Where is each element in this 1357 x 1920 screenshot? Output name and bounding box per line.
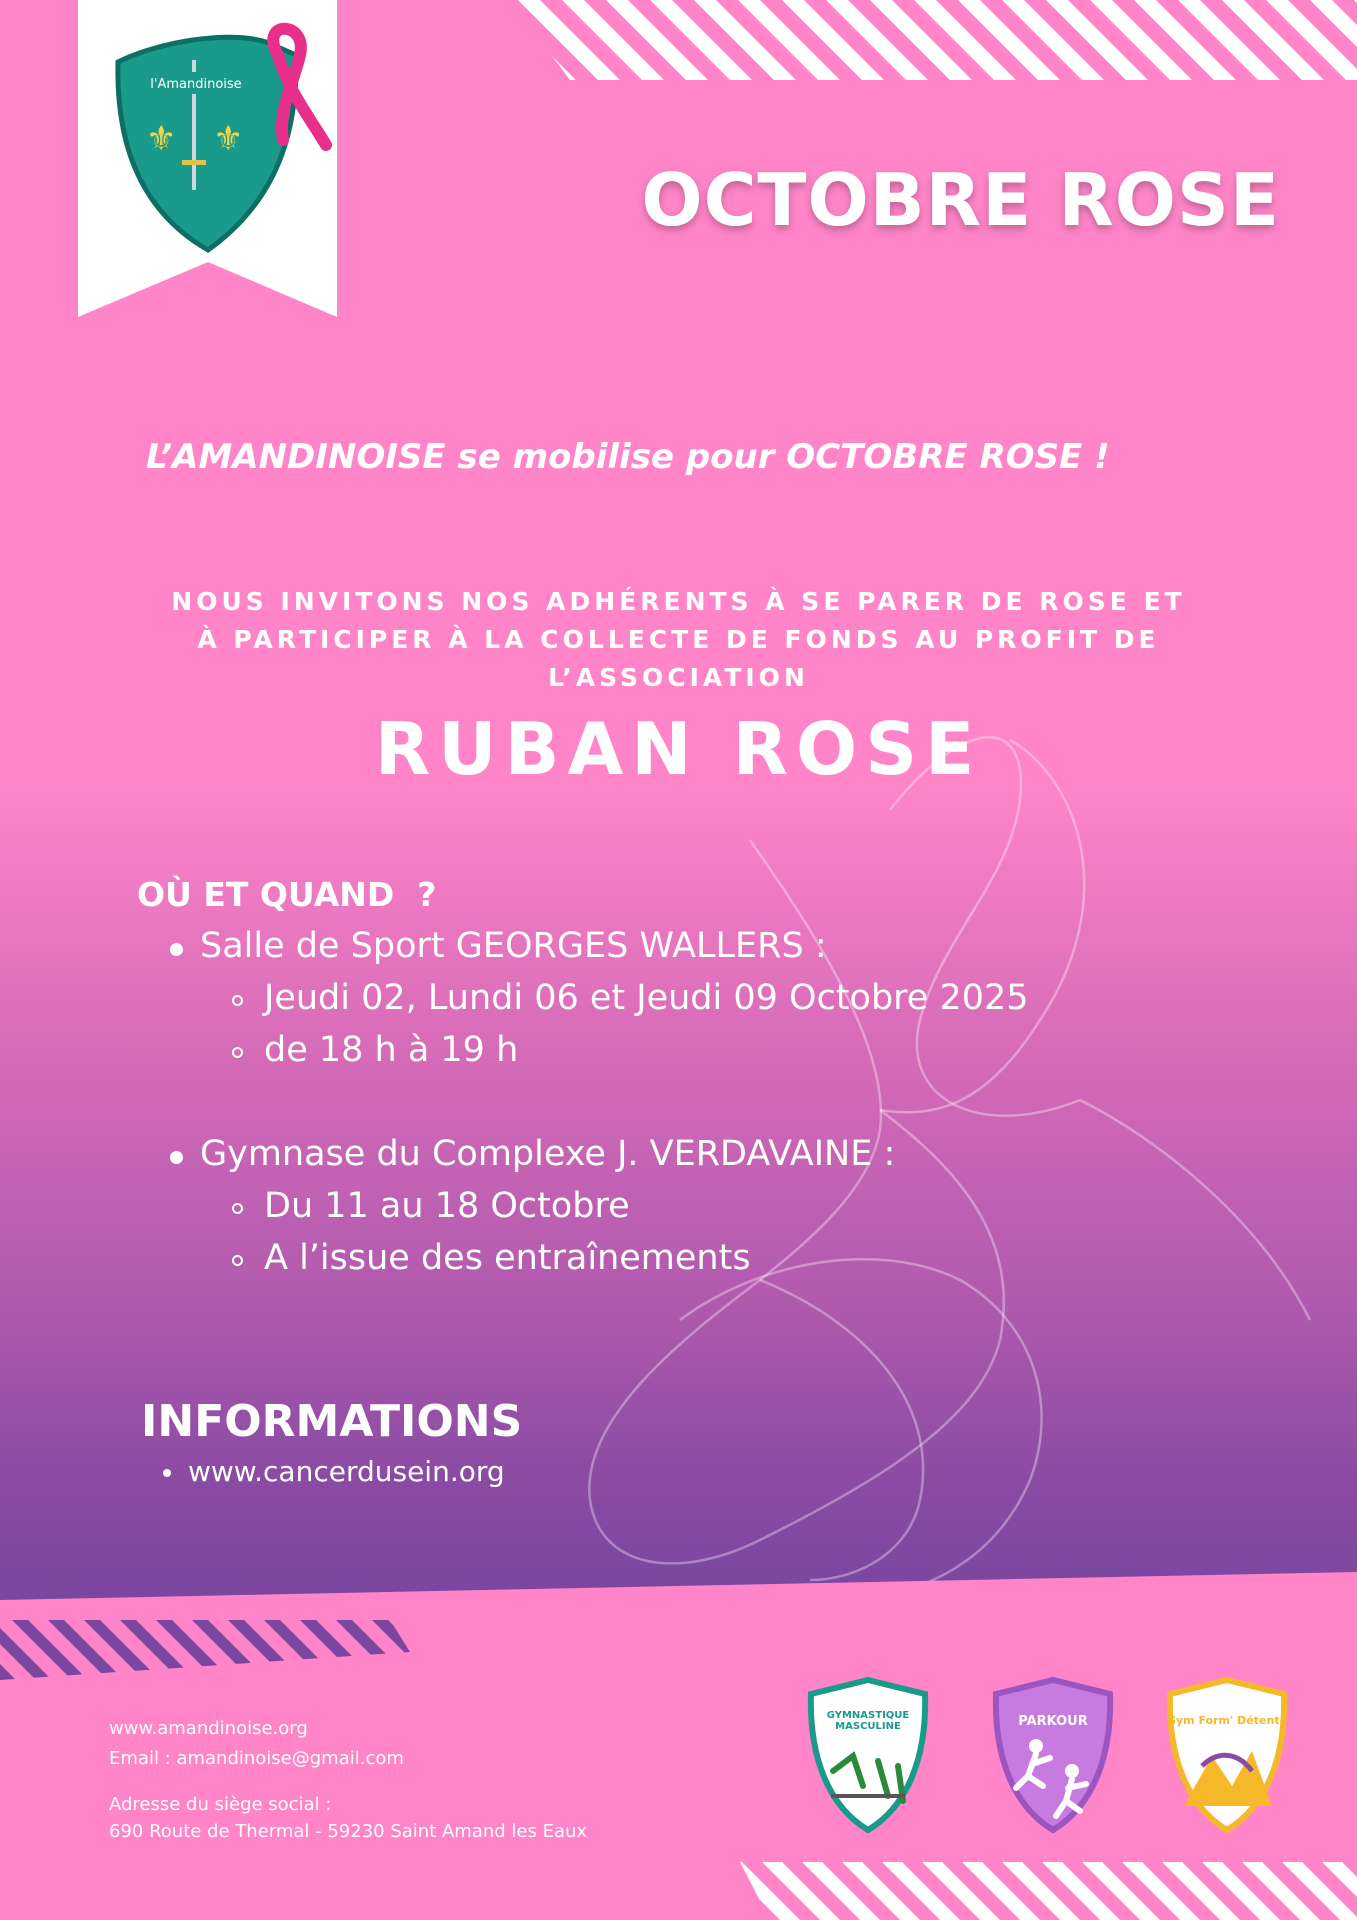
svg-text:⚜: ⚜ [146, 119, 177, 159]
location-detail: de 18 h à 19 h [264, 1030, 519, 1070]
informations-heading: INFORMATIONS [141, 1396, 523, 1447]
location-name: Gymnase du Complexe J. VERDAVAINE : [200, 1134, 896, 1174]
invite-line: À PARTICIPER À LA COLLECTE DE FONDS AU PROFIT DE [197, 625, 1160, 654]
location-name: Salle de Sport GEORGES WALLERS : [200, 926, 827, 966]
tagline: L’AMANDINOISE se mobilise pour OCTOBRE ROSE ! [146, 437, 1110, 477]
gymnastique-masculine-badge-icon [803, 1676, 933, 1834]
ruban-rose-heading: RUBAN ROSE [374, 707, 983, 791]
bullet-dot [163, 1469, 171, 1477]
sub-bullet-circle [232, 1047, 243, 1058]
bullet-dot [170, 1151, 183, 1164]
invite-line: NOUS INVITONS NOS ADHÉRENTS À SE PARER DE ROSE ET [171, 587, 1186, 616]
location-detail: Du 11 au 18 Octobre [264, 1186, 630, 1226]
logo-banner [78, 0, 337, 317]
sub-bullet-circle [232, 1255, 243, 1266]
sub-bullet-circle [232, 1203, 243, 1214]
where-when-heading: OÙ ET QUAND ? [137, 875, 437, 914]
footer-email[interactable]: Email : amandinoise@gmail.com [109, 1748, 404, 1769]
parkour-badge-icon [988, 1676, 1118, 1834]
bullet-dot [170, 943, 183, 956]
page-title: OCTOBRE ROSE [641, 158, 1280, 242]
logo-name: l'Amandinoise [150, 77, 242, 92]
badge-label: Gym Form' Détente [1166, 1714, 1288, 1727]
cancerdusein-link[interactable]: www.cancerdusein.org [188, 1455, 505, 1488]
sub-bullet-circle [232, 995, 243, 1006]
location-detail: Jeudi 02, Lundi 06 et Jeudi 09 Octobre 2025 [264, 978, 1029, 1018]
badge-label: PARKOUR [1018, 1714, 1088, 1729]
location-detail: A l’issue des entraînements [264, 1238, 751, 1278]
footer-website[interactable]: www.amandinoise.org [109, 1718, 308, 1739]
footer-address-label: Adresse du siège social : [109, 1794, 332, 1815]
invite-line: L’ASSOCIATION [548, 663, 809, 692]
gym-form-detente-badge-icon [1162, 1676, 1292, 1834]
invite-text [120, 583, 1237, 697]
footer-address: 690 Route de Thermal - 59230 Saint Amand les Eaux [109, 1821, 588, 1842]
badge-label: GYMNASTIQUE MASCULINE [826, 1710, 910, 1732]
svg-text:⚜: ⚜ [213, 119, 244, 159]
